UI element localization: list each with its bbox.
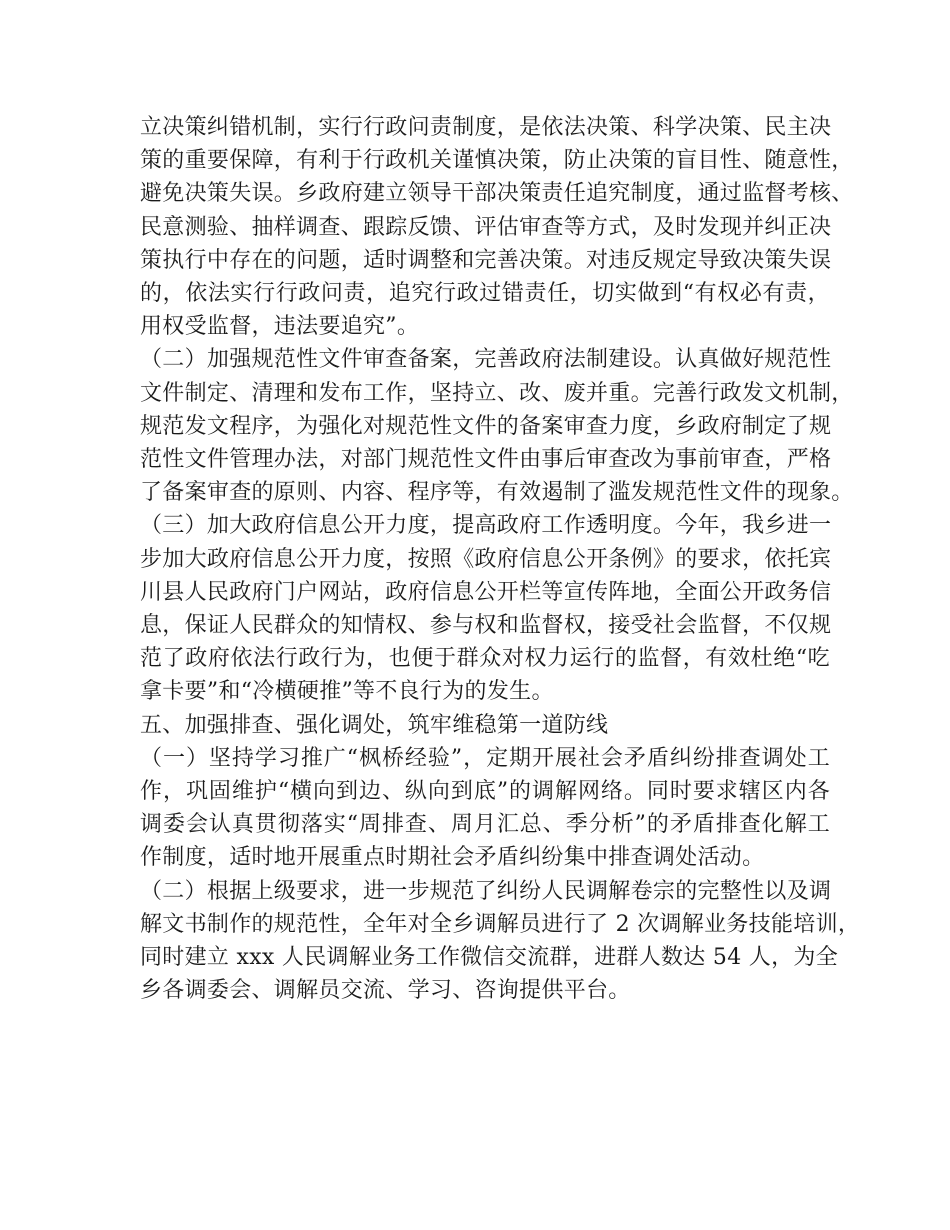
text-line: 解文书制作的规范性，全年对全乡调解员进行了 2 次调解业务技能培训， <box>140 911 861 937</box>
text-line: 了备案审查的原则、内容、程序等，有效遏制了滥发规范性文件的现象。 <box>140 480 854 506</box>
paragraph-p4 <box>140 709 830 742</box>
text-line: 作制度，适时地开展重点时期社会矛盾纠纷集中排查调处活动。 <box>140 845 765 871</box>
text-line: 的，依法实行行政问责，追究行政过错责任，切实做到“有权必有责， <box>140 281 830 307</box>
text-line: 乡各调委会、调解员交流、学习、咨询提供平台。 <box>140 978 631 1004</box>
paragraph-p3 <box>140 509 830 708</box>
text-line: 川县人民政府门户网站，政府信息公开栏等宣传阵地，全面公开政务信 <box>140 579 832 605</box>
text-line: 策执行中存在的问题，适时调整和完善决策。对违反规定导致决策失误 <box>140 247 832 273</box>
text-line: 规范发文程序，为强化对规范性文件的备案审查力度，乡政府制定了规 <box>140 413 832 439</box>
text-line: 文件制定、清理和发布工作，坚持立、改、废并重。完善行政发文机制， <box>140 380 854 406</box>
text-line: 立决策纠错机制，实行行政问责制度，是依法决策、科学决策、民主决 <box>140 115 832 140</box>
document-body <box>140 111 861 1007</box>
text-line: （一）坚持学习推广“枫桥经验”，定期开展社会矛盾纠纷排查调处工 <box>140 745 830 771</box>
text-line: 策的重要保障，有利于行政机关谨慎决策，防止决策的盲目性、随意性， <box>140 148 854 174</box>
paragraph-p2 <box>140 343 854 509</box>
text-line: 同时建立 xxx 人民调解业务工作微信交流群，进群人数达 54 人，为全 <box>140 945 838 971</box>
text-line: 作，巩固维护“横向到边、纵向到底”的调解网络。同时要求辖区内各 <box>140 779 830 805</box>
text-line: （三）加大政府信息公开力度，提高政府工作透明度。今年，我乡进一 <box>140 513 832 539</box>
text-line: 范性文件管理办法，对部门规范性文件由事后审查改为事前审查，严格 <box>140 447 832 473</box>
text-line: 拿卡要”和“冷横硬推”等不良行为的发生。 <box>140 679 554 705</box>
text-line: （二）加强规范性文件审查备案，完善政府法制建设。认真做好规范性 <box>140 347 832 373</box>
text-line: 息，保证人民群众的知情权、参与权和监督权，接受社会监督，不仅规 <box>140 613 832 639</box>
paragraph-p1 <box>140 111 854 343</box>
text-line: 避免决策失误。乡政府建立领导干部决策责任追究制度，通过监督考核、 <box>140 181 854 207</box>
text-line: 步加大政府信息公开力度，按照《政府信息公开条例》的要求，依托宾 <box>140 546 832 572</box>
text-line: 民意测验、抽样调查、跟踪反馈、评估审查等方式，及时发现并纠正决 <box>140 214 832 240</box>
text-line: 调委会认真贯彻落实“周排查、周月汇总、季分析”的矛盾排查化解工 <box>140 812 830 838</box>
text-line: （二）根据上级要求，进一步规范了纠纷人民调解卷宗的完整性以及调 <box>140 878 832 904</box>
text-line: 用权受监督，违法要追究”。 <box>140 314 420 340</box>
text-line: 五、加强排查、强化调处，筑牢维稳第一道防线 <box>140 712 609 738</box>
paragraph-p5 <box>140 742 830 875</box>
text-line: 范了政府依法行政行为，也便于群众对权力运行的监督，有效杜绝“吃 <box>140 646 830 672</box>
paragraph-p6 <box>140 875 861 1008</box>
